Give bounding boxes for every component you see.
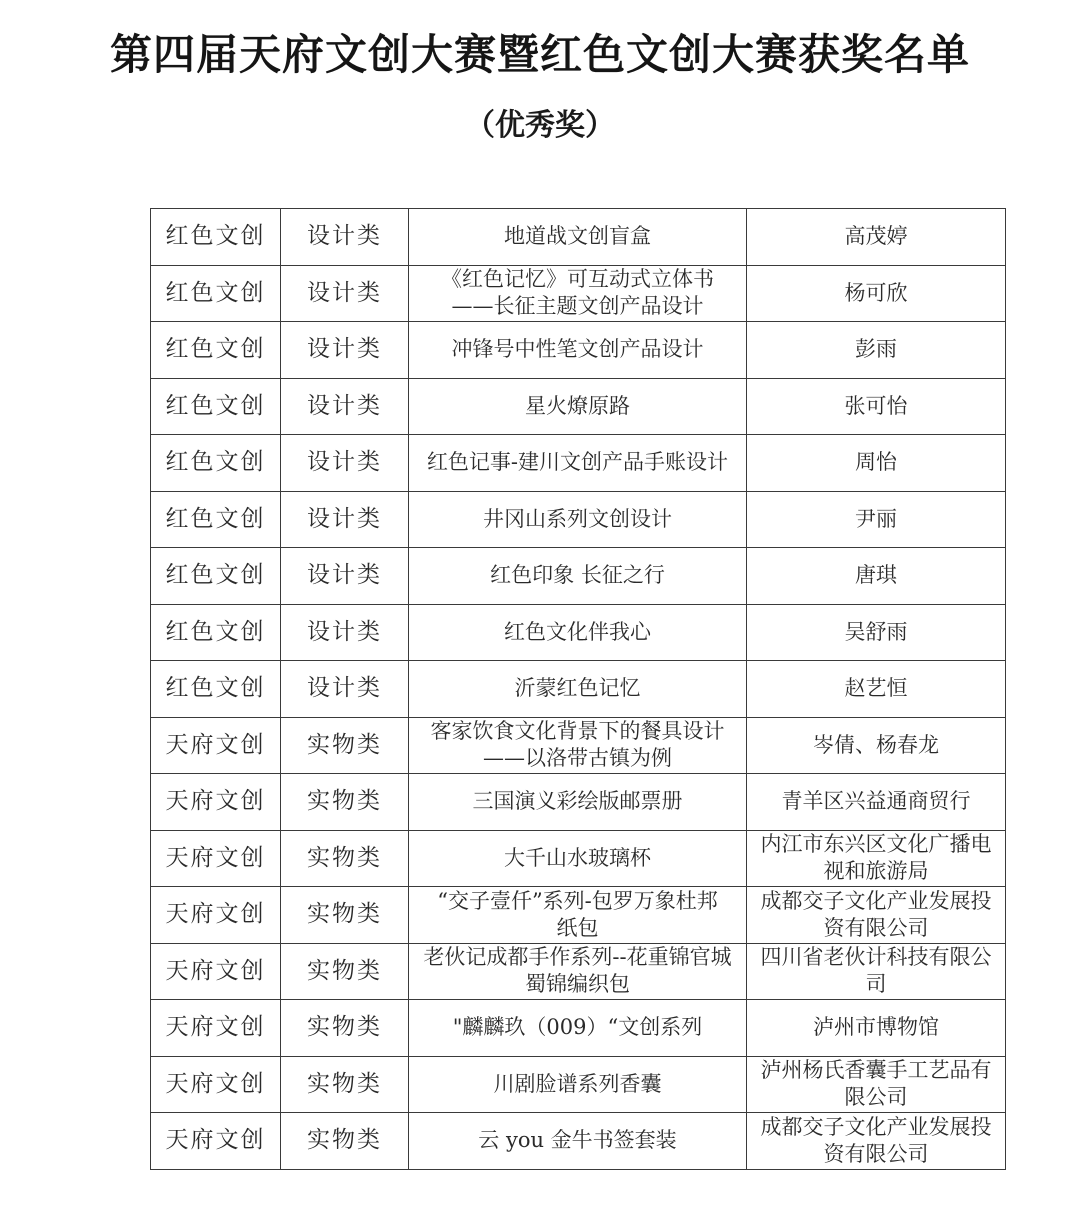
award-category-cell: 天府文创 [151, 830, 281, 887]
entry-type-cell: 设计类 [281, 378, 409, 435]
table-row [151, 661, 1006, 718]
winner-cell: 吴舒雨 [747, 604, 1006, 661]
entry-type-cell: 实物类 [281, 774, 409, 831]
awards-table-body [151, 209, 1006, 1170]
entry-type-cell: 实物类 [281, 1000, 409, 1057]
entry-type-cell: 设计类 [281, 435, 409, 492]
table-row [151, 322, 1006, 379]
table-row [151, 1000, 1006, 1057]
winner-cell: 内江市东兴区文化广播电 视和旅游局 [747, 830, 1006, 887]
award-category-cell: 天府文创 [151, 887, 281, 944]
table-row [151, 1056, 1006, 1113]
table-row [151, 548, 1006, 605]
work-title-cell: 《红色记忆》可互动式立体书 ——长征主题文创产品设计 [409, 265, 747, 322]
table-row [151, 209, 1006, 266]
document-title: 第四届天府文创大赛暨红色文创大赛获奖名单 [109, 30, 970, 79]
winner-cell: 青羊区兴益通商贸行 [747, 774, 1006, 831]
winner-cell: 成都交子文化产业发展投 资有限公司 [747, 1113, 1006, 1170]
work-title-cell: “交子壹仟”系列-包罗万象杜邦 纸包 [409, 887, 747, 944]
table-row [151, 435, 1006, 492]
winner-cell: 高茂婷 [747, 209, 1006, 266]
work-title-cell: 大千山水玻璃杯 [409, 830, 747, 887]
entry-type-cell: 实物类 [281, 717, 409, 774]
award-category-cell: 红色文创 [151, 604, 281, 661]
winner-cell: 尹丽 [747, 491, 1006, 548]
table-row [151, 604, 1006, 661]
award-category-cell: 红色文创 [151, 435, 281, 492]
winner-cell: 四川省老伙计科技有限公 司 [747, 943, 1006, 1000]
work-title-cell: 三国演义彩绘版邮票册 [409, 774, 747, 831]
work-title-cell: 客家饮食文化背景下的餐具设计 ——以洛带古镇为例 [409, 717, 747, 774]
award-category-cell: 红色文创 [151, 491, 281, 548]
work-title-cell: 红色文化伴我心 [409, 604, 747, 661]
winner-cell: 唐琪 [747, 548, 1006, 605]
winner-cell: 张可怡 [747, 378, 1006, 435]
award-category-cell: 天府文创 [151, 1000, 281, 1057]
work-title-cell: 星火燎原路 [409, 378, 747, 435]
entry-type-cell: 设计类 [281, 209, 409, 266]
winner-cell: 泸州市博物馆 [747, 1000, 1006, 1057]
table-row [151, 1113, 1006, 1170]
work-title-cell: 井冈山系列文创设计 [409, 491, 747, 548]
award-category-cell: 天府文创 [151, 774, 281, 831]
award-category-cell: 红色文创 [151, 661, 281, 718]
winner-cell: 杨可欣 [747, 265, 1006, 322]
winner-cell: 成都交子文化产业发展投 资有限公司 [747, 887, 1006, 944]
table-row [151, 887, 1006, 944]
award-category-cell: 红色文创 [151, 548, 281, 605]
award-category-cell: 红色文创 [151, 322, 281, 379]
work-title-cell: 冲锋号中性笔文创产品设计 [409, 322, 747, 379]
work-title-cell: 红色印象 长征之行 [409, 548, 747, 605]
document-subtitle: （优秀奖） [465, 108, 615, 143]
winner-cell: 赵艺恒 [747, 661, 1006, 718]
winner-cell: 泸州杨氏香囊手工艺品有 限公司 [747, 1056, 1006, 1113]
award-category-cell: 天府文创 [151, 1056, 281, 1113]
entry-type-cell: 实物类 [281, 943, 409, 1000]
table-row [151, 491, 1006, 548]
award-category-cell: 天府文创 [151, 1113, 281, 1170]
entry-type-cell: 设计类 [281, 604, 409, 661]
work-title-cell: 云 you 金牛书签套装 [409, 1113, 747, 1170]
work-title-cell: "麟麟玖（009）“文创系列 [409, 1000, 747, 1057]
table-row [151, 943, 1006, 1000]
winner-cell: 彭雨 [747, 322, 1006, 379]
winner-cell: 岑倩、杨春龙 [747, 717, 1006, 774]
entry-type-cell: 设计类 [281, 265, 409, 322]
award-category-cell: 天府文创 [151, 943, 281, 1000]
awards-table [150, 208, 1006, 1170]
award-category-cell: 红色文创 [151, 209, 281, 266]
entry-type-cell: 设计类 [281, 548, 409, 605]
entry-type-cell: 设计类 [281, 491, 409, 548]
entry-type-cell: 设计类 [281, 322, 409, 379]
award-category-cell: 红色文创 [151, 378, 281, 435]
entry-type-cell: 实物类 [281, 887, 409, 944]
work-title-cell: 老伙记成都手作系列--花重锦官城 蜀锦编织包 [409, 943, 747, 1000]
table-row [151, 378, 1006, 435]
entry-type-cell: 实物类 [281, 830, 409, 887]
table-row [151, 830, 1006, 887]
work-title-cell: 川剧脸谱系列香囊 [409, 1056, 747, 1113]
winner-cell: 周怡 [747, 435, 1006, 492]
work-title-cell: 红色记事-建川文创产品手账设计 [409, 435, 747, 492]
table-row [151, 774, 1006, 831]
entry-type-cell: 设计类 [281, 661, 409, 718]
table-row [151, 265, 1006, 322]
award-category-cell: 红色文创 [151, 265, 281, 322]
entry-type-cell: 实物类 [281, 1113, 409, 1170]
entry-type-cell: 实物类 [281, 1056, 409, 1113]
table-row [151, 717, 1006, 774]
work-title-cell: 沂蒙红色记忆 [409, 661, 747, 718]
work-title-cell: 地道战文创盲盒 [409, 209, 747, 266]
award-category-cell: 天府文创 [151, 717, 281, 774]
